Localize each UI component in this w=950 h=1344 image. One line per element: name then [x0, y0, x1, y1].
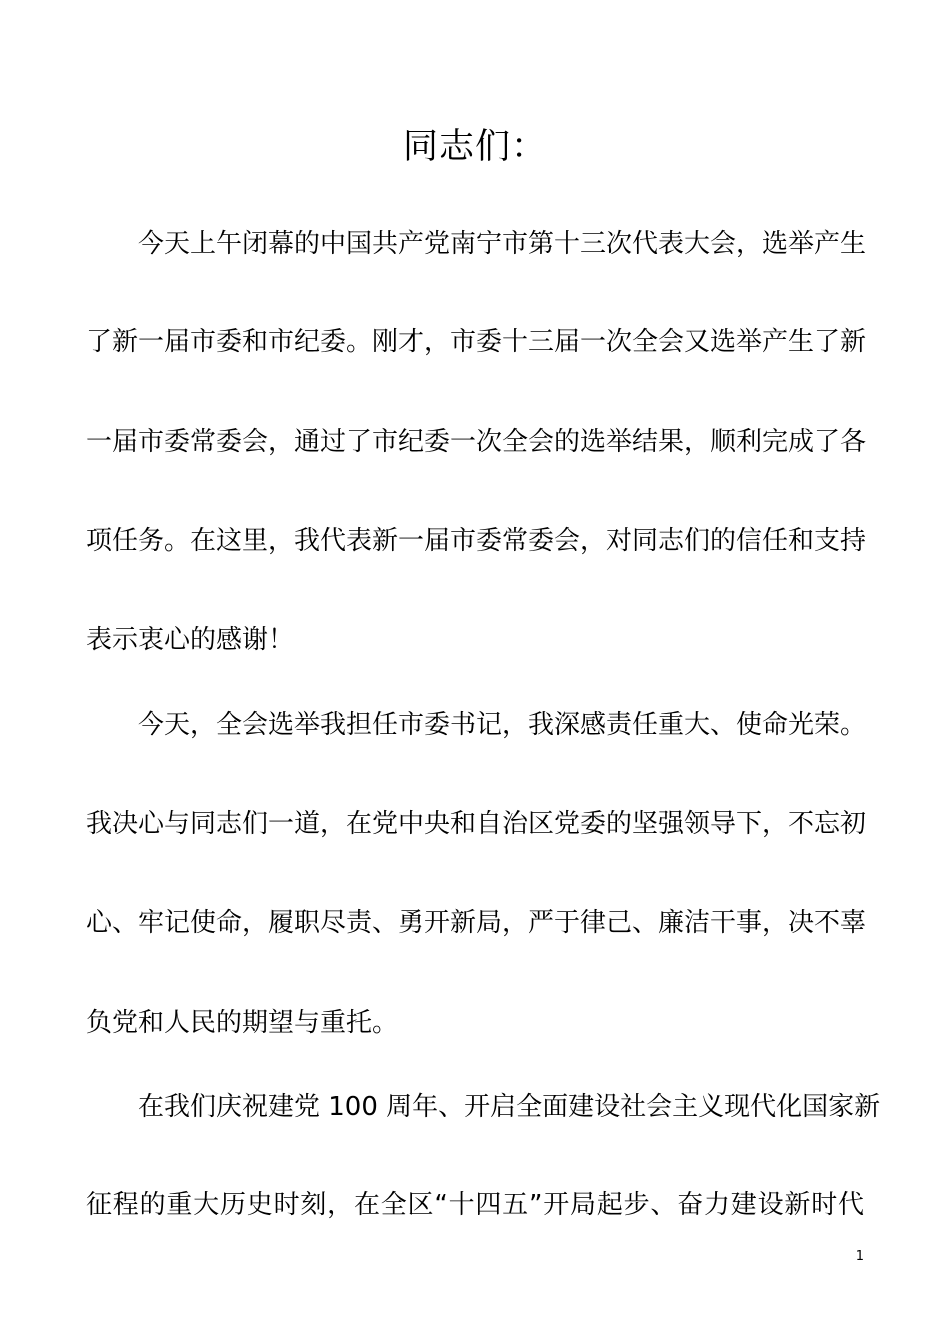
- paragraph-line: 表示衷心的感谢！: [86, 625, 295, 655]
- paragraph-line: 项任务。在这里，我代表新一届市委常委会，对同志们的信任和支持: [86, 526, 867, 556]
- paragraph-line: 我决心与同志们一道，在党中央和自治区党委的坚强领导下，不忘初: [86, 809, 867, 839]
- paragraph-line: 一届市委常委会，通过了市纪委一次全会的选举结果，顺利完成了各: [86, 427, 867, 457]
- paragraph-line: 在我们庆祝建党 100 周年、开启全面建设社会主义现代化国家新: [138, 1092, 881, 1122]
- paragraph-line: 了新一届市委和市纪委。刚才，市委十三届一次全会又选举产生了新: [86, 327, 867, 357]
- paragraph-line: 征程的重大历史时刻，在全区“十四五”开局起步、奋力建设新时代: [86, 1190, 864, 1220]
- paragraph-line: 心、牢记使命，履职尽责、勇开新局，严于律己、廉洁干事，决不辜: [86, 908, 867, 938]
- paragraph-line: 今天上午闭幕的中国共产党南宁市第十三次代表大会，选举产生: [138, 229, 867, 259]
- paragraph-line: 今天，全会选举我担任市委书记，我深感责任重大、使命光荣。: [138, 710, 867, 740]
- page-title: 同志们：: [402, 127, 547, 167]
- page-number: 1: [855, 1249, 864, 1264]
- paragraph-line: 负党和人民的期望与重托。: [86, 1008, 399, 1038]
